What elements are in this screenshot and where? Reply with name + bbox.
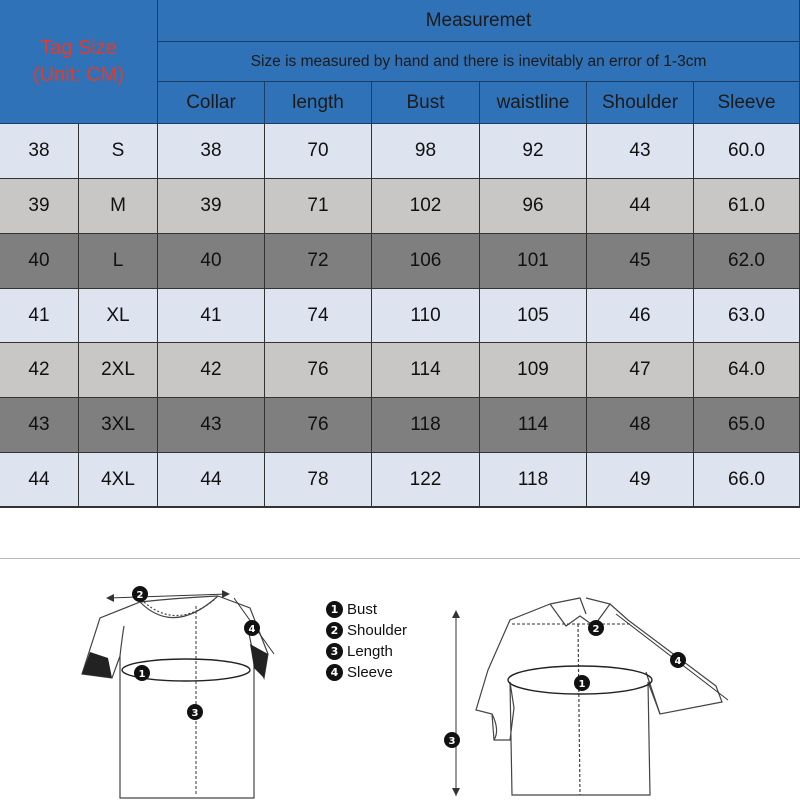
cell-text: 62.0 (728, 250, 765, 271)
table-cell-bust (372, 179, 480, 234)
cell-text: 41 (200, 304, 222, 326)
column-header-length (265, 82, 372, 124)
column-header-sleeve (694, 82, 800, 124)
long-sleeve-shirt-outline-icon (440, 590, 730, 798)
table-cell-tag (0, 234, 79, 289)
legend-label: Shoulder (347, 622, 408, 639)
measurement-title (158, 0, 800, 42)
table-cell-waistline (480, 289, 587, 343)
cell-text: 64.0 (728, 359, 765, 380)
cell-text: 76 (307, 359, 329, 380)
column-header-label: Shoulder (601, 91, 679, 113)
legend-label: Sleeve (347, 664, 393, 681)
table-cell-sleeve (694, 179, 800, 234)
cell-text: 60.0 (728, 140, 765, 161)
measurement-note-text: Size is measured by hand and there is inevitably an error of 1-3cm (250, 52, 707, 70)
cell-text: S (111, 140, 125, 161)
table-cell-length (265, 453, 372, 508)
cell-text: 106 (409, 250, 442, 271)
cell-text: 74 (307, 304, 329, 326)
cell-text: 46 (629, 304, 651, 326)
table-cell-bust (372, 124, 480, 179)
table-cell-size (79, 179, 158, 234)
cell-text: 114 (410, 359, 441, 380)
cell-text: 40 (28, 250, 50, 271)
column-header-collar (158, 82, 265, 124)
cell-text: 38 (28, 140, 50, 161)
column-header-label: waistline (496, 91, 570, 113)
legend-item-bust (326, 599, 407, 620)
table-cell-tag (0, 453, 79, 508)
tshirt-outline-icon (78, 578, 283, 800)
cell-text: 118 (410, 414, 441, 435)
cell-text: 42 (28, 359, 50, 380)
table-cell-sleeve (694, 289, 800, 343)
cell-text: 118 (517, 468, 549, 490)
cell-text: 39 (200, 195, 222, 216)
table-cell-tag (0, 343, 79, 398)
legend-item-length (326, 641, 407, 662)
table-cell-tag (0, 398, 79, 453)
table-cell-shoulder (587, 398, 694, 453)
cell-text: 3XL (101, 414, 135, 435)
cell-text: 4XL (101, 468, 135, 490)
tag-size-header (0, 0, 158, 124)
table-cell-waistline (480, 124, 587, 179)
table-cell-shoulder (587, 179, 694, 234)
cell-text: 39 (28, 195, 50, 216)
cell-text: 43 (200, 414, 222, 435)
table-cell-size (79, 289, 158, 343)
measurement-title-text: Measuremet (425, 9, 532, 31)
svg-text:4: 4 (248, 624, 256, 635)
table-cell-size (79, 234, 158, 289)
cell-text: 71 (307, 195, 329, 216)
table-cell-bust (372, 398, 480, 453)
number-badge-icon: 3 (326, 643, 343, 660)
table-cell-shoulder (587, 343, 694, 398)
svg-text:1: 1 (578, 679, 586, 690)
cell-text: 96 (522, 195, 544, 216)
column-header-bust (372, 82, 480, 124)
measurement-legend (326, 599, 407, 683)
table-cell-tag (0, 124, 79, 179)
table-cell-collar (158, 398, 265, 453)
column-header-label: Bust (406, 91, 445, 113)
number-badge-icon: 1 (326, 601, 343, 618)
table-cell-length (265, 289, 372, 343)
cell-text: 48 (629, 414, 651, 435)
table-cell-sleeve (694, 453, 800, 508)
cell-text: 41 (28, 304, 50, 326)
cell-text: 66.0 (728, 468, 765, 490)
svg-text:2: 2 (592, 624, 600, 635)
measurement-note (158, 42, 800, 82)
table-cell-length (265, 234, 372, 289)
cell-text: 61.0 (728, 195, 765, 216)
table-cell-size (79, 453, 158, 508)
legend-item-sleeve (326, 662, 407, 683)
table-cell-collar (158, 234, 265, 289)
table-cell-bust (372, 289, 480, 343)
table-cell-waistline (480, 453, 587, 508)
svg-text:2: 2 (136, 590, 144, 601)
cell-text: 49 (629, 468, 651, 490)
svg-text:3: 3 (448, 736, 456, 747)
table-cell-collar (158, 453, 265, 508)
table-cell-waistline (480, 398, 587, 453)
column-header-shoulder (587, 82, 694, 124)
cell-text: 43 (28, 414, 50, 435)
column-header-label: Sleeve (717, 91, 776, 113)
legend-label: Length (347, 643, 393, 660)
cell-text: 78 (307, 468, 329, 490)
column-header-waistline (480, 82, 587, 124)
svg-text:3: 3 (191, 708, 199, 719)
table-cell-bust (372, 453, 480, 508)
table-cell-tag (0, 179, 79, 234)
cell-text: 44 (629, 195, 651, 216)
number-badge-icon: 2 (326, 622, 343, 639)
table-cell-sleeve (694, 343, 800, 398)
tag-size-unit: (Unit: CM) (32, 63, 125, 86)
cell-text: 38 (200, 140, 222, 161)
cell-text: M (110, 195, 126, 216)
cell-text: 44 (28, 468, 50, 490)
legend-label: Bust (347, 601, 378, 618)
table-cell-size (79, 124, 158, 179)
table-cell-sleeve (694, 398, 800, 453)
cell-text: 42 (200, 359, 222, 380)
cell-text: 45 (629, 250, 651, 271)
table-cell-collar (158, 124, 265, 179)
cell-text: 65.0 (728, 414, 765, 435)
cell-text: 92 (522, 140, 544, 161)
cell-text: L (112, 250, 124, 271)
cell-text: 114 (517, 414, 549, 435)
column-header-label: Collar (186, 91, 236, 113)
cell-text: 44 (200, 468, 222, 490)
table-cell-waistline (480, 234, 587, 289)
table-cell-bust (372, 234, 480, 289)
table-cell-size (79, 398, 158, 453)
table-cell-shoulder (587, 124, 694, 179)
cell-text: 70 (307, 140, 329, 161)
table-cell-waistline (480, 179, 587, 234)
cell-text: 76 (307, 414, 329, 435)
table-cell-sleeve (694, 124, 800, 179)
table-cell-length (265, 179, 372, 234)
tag-size-title: Tag Size (40, 36, 117, 59)
cell-text: 122 (409, 468, 442, 490)
table-cell-tag (0, 289, 79, 343)
table-cell-length (265, 124, 372, 179)
table-cell-collar (158, 289, 265, 343)
table-cell-shoulder (587, 234, 694, 289)
table-cell-size (79, 343, 158, 398)
cell-text: 109 (517, 359, 549, 380)
cell-text: 105 (517, 304, 549, 326)
table-cell-waistline (480, 343, 587, 398)
cell-text: 2XL (101, 359, 135, 380)
cell-text: 110 (410, 304, 441, 326)
table-cell-bust (372, 343, 480, 398)
cell-text: 102 (409, 195, 442, 216)
number-badge-icon: 4 (326, 664, 343, 681)
cell-text: 72 (307, 250, 329, 271)
table-cell-length (265, 343, 372, 398)
table-cell-length (265, 398, 372, 453)
cell-text: 101 (517, 250, 549, 271)
table-cell-collar (158, 179, 265, 234)
svg-text:1: 1 (138, 669, 146, 680)
table-cell-shoulder (587, 289, 694, 343)
section-divider (0, 558, 800, 559)
legend-item-shoulder (326, 620, 407, 641)
cell-text: 43 (629, 140, 651, 161)
cell-text: 98 (414, 140, 437, 161)
table-cell-shoulder (587, 453, 694, 508)
cell-text: 40 (200, 250, 222, 271)
cell-text: 63.0 (728, 304, 765, 326)
table-cell-sleeve (694, 234, 800, 289)
cell-text: 47 (629, 359, 651, 380)
svg-text:4: 4 (674, 656, 682, 667)
table-cell-collar (158, 343, 265, 398)
cell-text: XL (106, 304, 130, 326)
column-header-label: length (292, 91, 344, 113)
